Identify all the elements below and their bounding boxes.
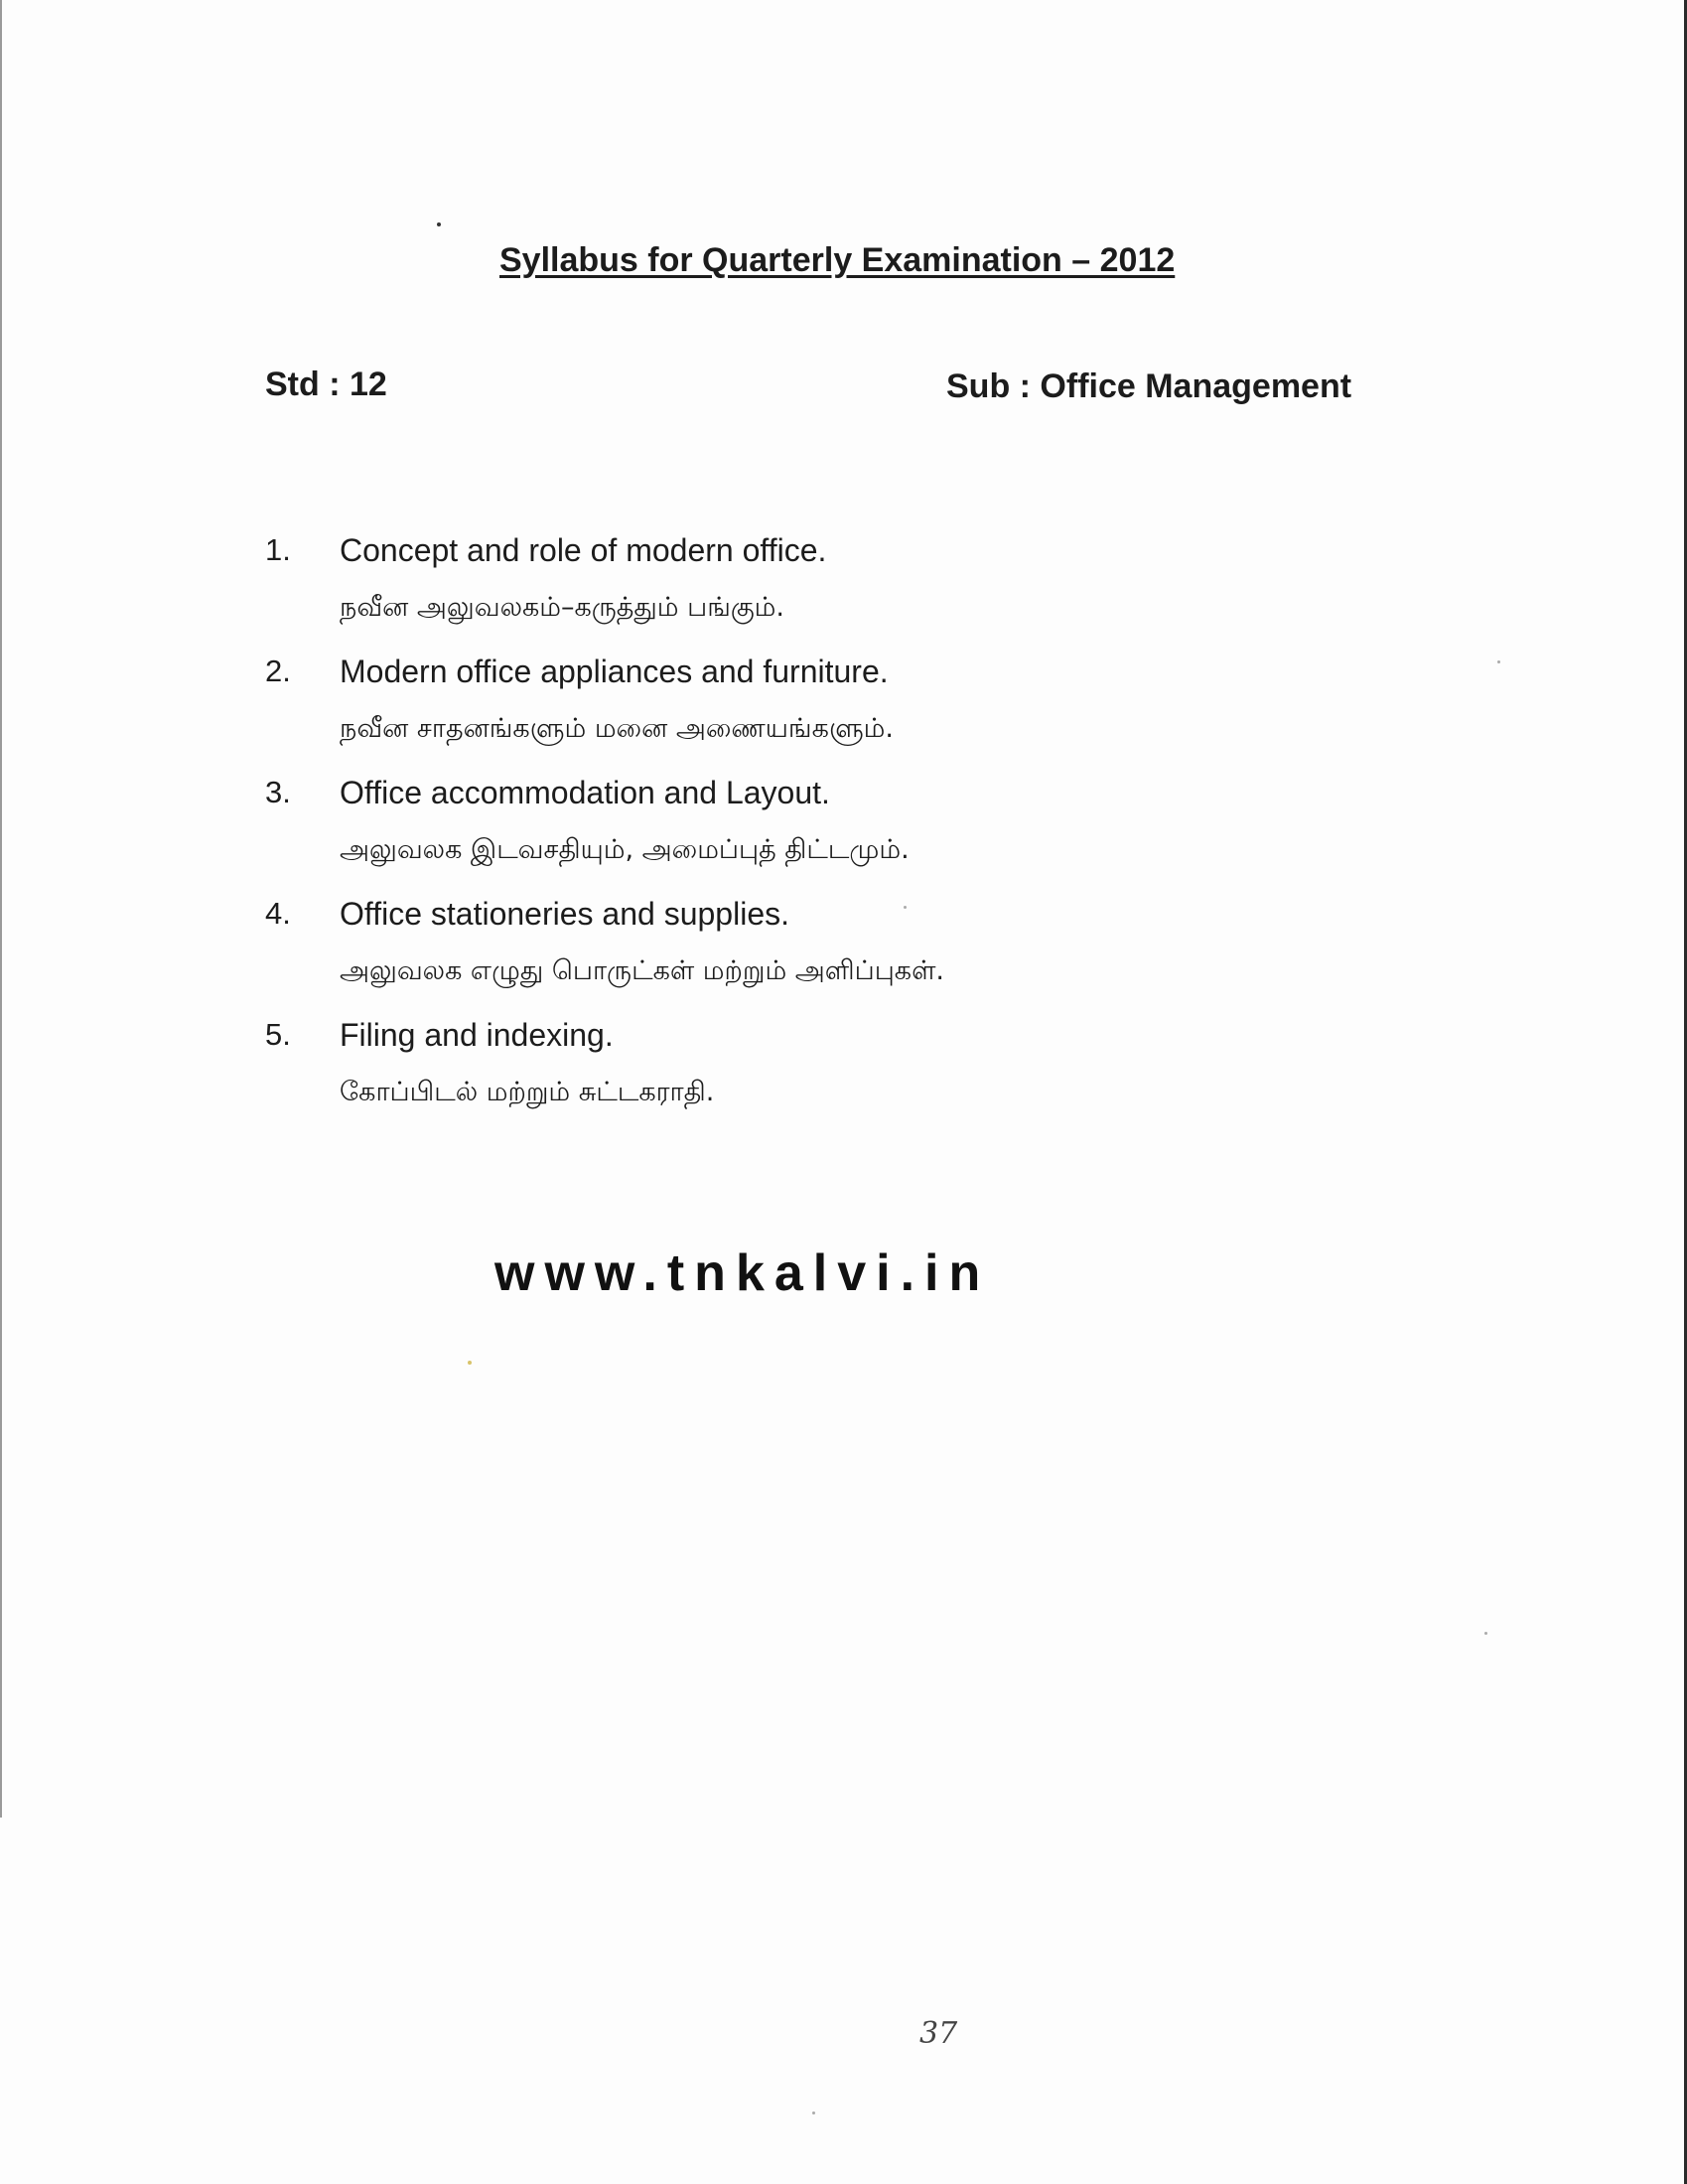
item-english: Office stationeries and supplies. <box>340 896 789 932</box>
scan-speck <box>437 222 441 226</box>
website-watermark: www.tnkalvi.in <box>494 1244 991 1302</box>
item-tamil: அலுவலக இடவசதியும், அமைப்புத் திட்டமும். <box>340 834 910 865</box>
scan-speck <box>1484 1632 1487 1635</box>
item-number: 5. <box>265 1017 291 1052</box>
item-english: Modern office appliances and furniture. <box>340 654 889 689</box>
item-number: 4. <box>265 896 291 931</box>
scan-edge-left <box>0 0 2 1818</box>
item-number: 2. <box>265 654 291 688</box>
scan-speck <box>904 906 907 909</box>
item-english: Filing and indexing. <box>340 1017 614 1053</box>
subject-label: Sub : Office Management <box>946 367 1352 405</box>
scan-speck <box>468 1361 472 1365</box>
standard-label: Std : 12 <box>265 365 387 403</box>
page-title: Syllabus for Quarterly Examination – 2012 <box>499 241 1176 279</box>
item-number: 1. <box>265 532 291 567</box>
item-tamil: நவீன சாதனங்களும் மனை அணையங்களும். <box>340 713 894 744</box>
item-number: 3. <box>265 775 291 809</box>
scan-speck <box>812 2111 815 2114</box>
item-tamil: நவீன அலுவலகம்–கருத்தும் பங்கும். <box>340 592 784 623</box>
scan-speck <box>1497 660 1500 663</box>
item-english: Office accommodation and Layout. <box>340 775 830 810</box>
item-tamil: அலுவலக எழுது பொருட்கள் மற்றும் அளிப்புகள். <box>340 955 945 986</box>
page-number: 37 <box>919 2016 958 2051</box>
item-english: Concept and role of modern office. <box>340 532 827 568</box>
item-tamil: கோப்பிடல் மற்றும் சுட்டகராதி. <box>340 1077 715 1107</box>
